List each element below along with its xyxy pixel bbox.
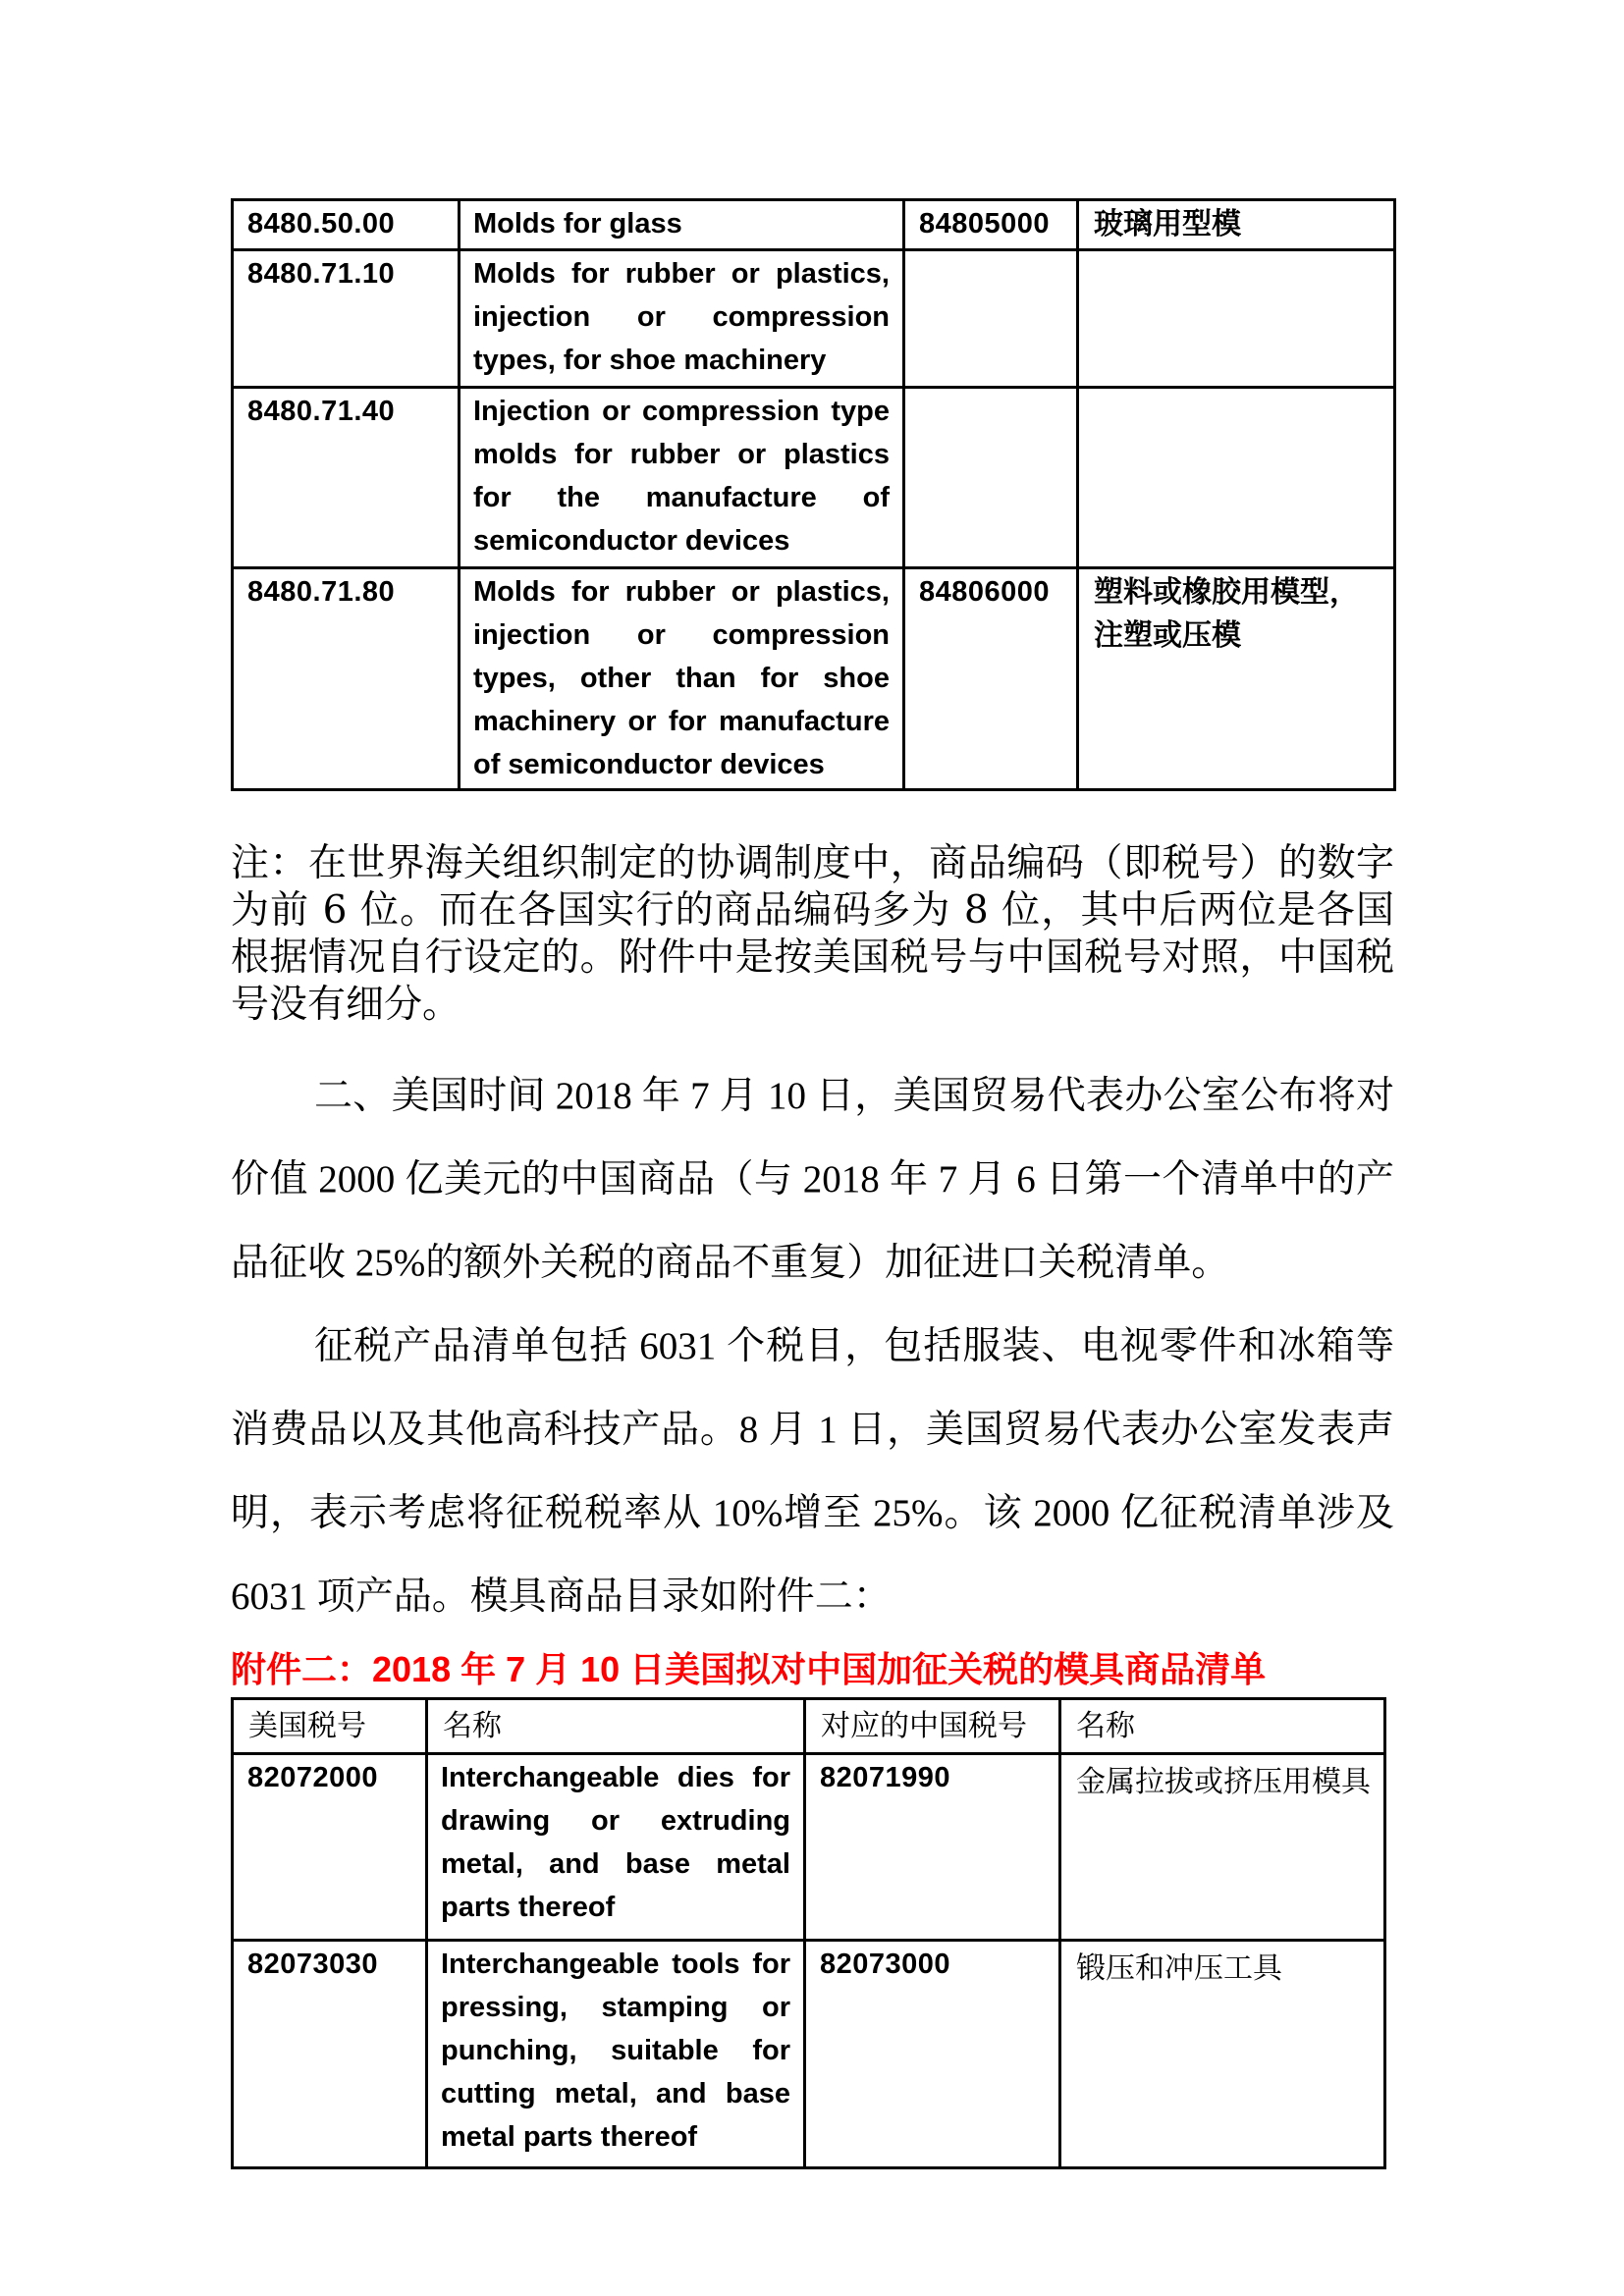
cn-tariff-code: 84806000 [904,568,1078,790]
cn-tariff-code: 82073000 [805,1941,1060,2168]
us-tariff-code: 8480.71.80 [233,568,460,790]
cn-tariff-code [904,250,1078,388]
table-row [233,1754,1385,1941]
page-content [231,198,1394,2169]
cn-product-name [1078,388,1395,568]
cn-tariff-code [904,388,1078,568]
header-cn-name: 名称 [1060,1699,1385,1754]
us-tariff-code: 82073030 [233,1941,427,2168]
tariff-table-2 [231,1697,1386,2169]
en-product-name: Molds for rubber or plastics, injection or compression types, for shoe machinery [460,250,904,388]
table-row [233,568,1395,790]
header-cn-tariff-code: 对应的中国税号 [805,1699,1060,1754]
cn-product-name [1078,250,1395,388]
table-row [233,250,1395,388]
en-product-name: Interchangeable dies for drawing or extruding metal, and base metal parts thereof [427,1754,805,1941]
cn-product-name: 玻璃用型模 [1078,200,1395,250]
attachment2-heading: 附件二：2018 年 7 月 10 日美国拟对中国加征关税的模具商品清单 [231,1649,1267,1689]
en-product-name: Injection or compression type molds for rubber or plastics for the manufacture of semiconductor devices [460,388,904,568]
cn-product-name: 塑料或橡胶用模型，注塑或压模 [1078,568,1395,790]
cn-tariff-code: 82071990 [805,1754,1060,1941]
cn-tariff-code: 84805000 [904,200,1078,250]
table-row [233,388,1395,568]
header-us-tariff-code: 美国税号 [233,1699,427,1754]
us-tariff-code: 8480.71.40 [233,388,460,568]
en-product-name: Interchangeable tools for pressing, stamping or punching, suitable for cutting metal, and base metal parts thereof [427,1941,805,2168]
tariff-table-1 [231,198,1396,791]
table-row [233,200,1395,250]
table-header-row [233,1699,1385,1754]
note-paragraph: 注：在世界海关组织制定的协调制度中，商品编码（即税号）的数字为前 6 位。而在各国实行的商品编码多为 8 位，其中后两位是各国根据情况自行设定的。附件中是按美国税号与中国税号对照，中国税号没有细分。 [231,841,1394,1027]
us-tariff-code: 82072000 [233,1754,427,1941]
cn-product-name: 锻压和冲压工具 [1060,1941,1385,2168]
cn-product-name: 金属拉拔或挤压用模具 [1060,1754,1385,1941]
table-row [233,1941,1385,2168]
en-product-name: Molds for rubber or plastics, injection or compression types, other than for shoe machinery or for manufacture of semiconductor devices [460,568,904,790]
us-tariff-code: 8480.50.00 [233,200,460,250]
paragraph-tax-list: 征税产品清单包括 6031 个税目，包括服装、电视零件和冰箱等消费品以及其他高科技产品。8 月 1 日，美国贸易代表办公室发表声明，表示考虑将征税税率从 10%增至 25%。该 2000 亿征税清单涉及 6031 项产品。模具商品目录如附件二： [231,1325,1394,1618]
header-en-name: 名称 [427,1699,805,1754]
paragraph-section-2: 二、美国时间 2018 年 7 月 10 日，美国贸易代表办公室公布将对价值 2000 亿美元的中国商品（与 2018 年 7 月 6 日第一个清单中的产品征收 25%的额外关税的商品不重复）加征进口关税清单。 [231,1075,1394,1284]
en-product-name: Molds for glass [460,200,904,250]
us-tariff-code: 8480.71.10 [233,250,460,388]
